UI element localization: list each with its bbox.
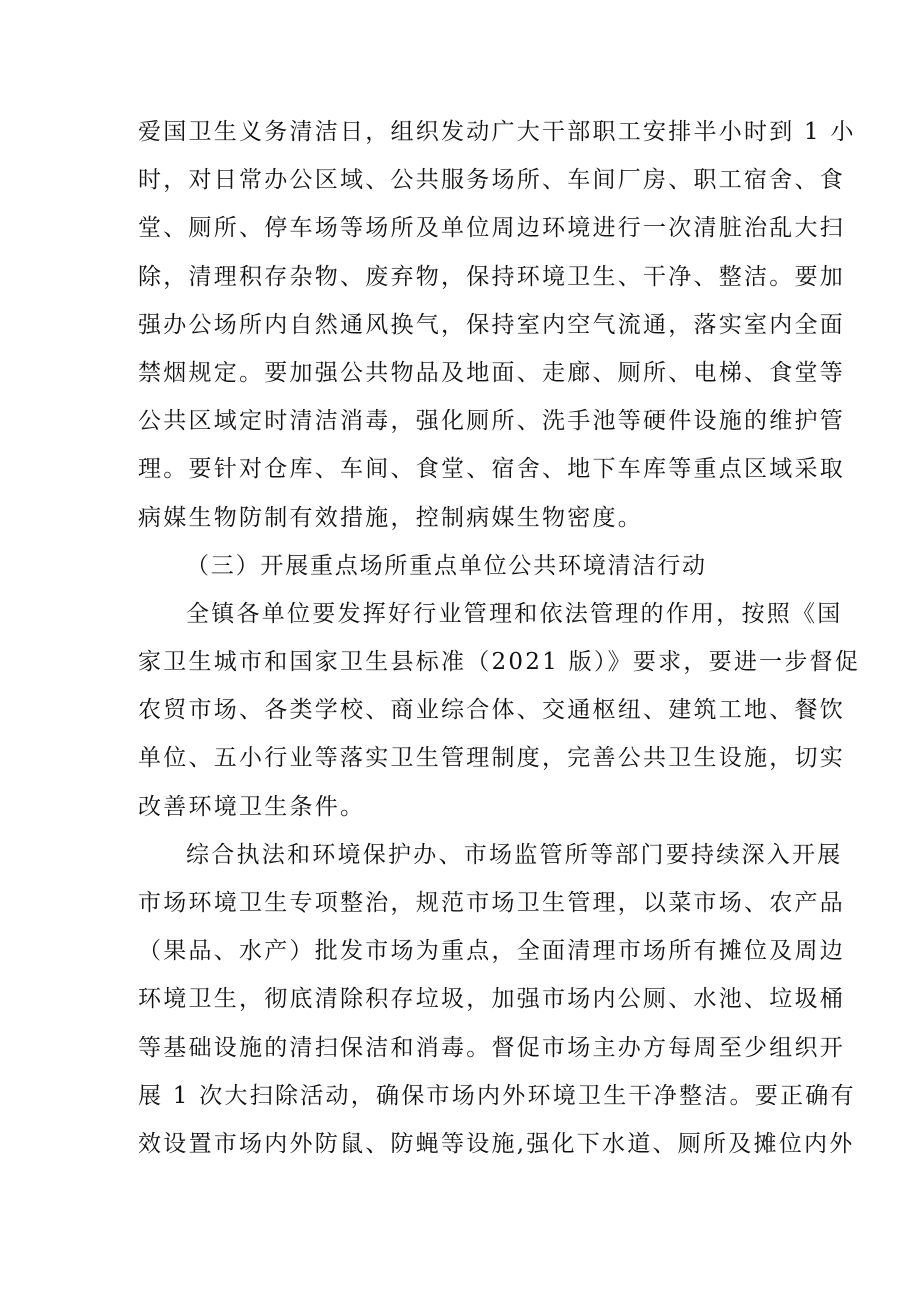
text-line-5: 强办公场所内自然通风换气，保持室内空气流通，落实室内全面 — [138, 311, 845, 338]
text-line-19: 环境卫生，彻底清除积存垃圾，加强市场内公厕、水池、垃圾桶 — [138, 986, 845, 1013]
paragraph-start-line-11: 全镇各单位要发挥好行业管理和依法管理的作用，按照《国 — [186, 600, 843, 627]
text-line-1: 爱国卫生义务清洁日，组织发动广大干部职工安排半小时到 1 小 — [138, 119, 856, 145]
text-line-14: 单位、五小行业等落实卫生管理制度，完善公共卫生设施，切实 — [138, 745, 845, 772]
text-line-18: （果品、水产）批发市场为重点，全面清理市场所有摊位及周边 — [138, 938, 845, 965]
text-line-3: 堂、厕所、停车场等场所及单位周边环境进行一次清脏治乱大扫 — [138, 215, 845, 242]
text-line-13: 农贸市场、各类学校、商业综合体、交通枢纽、建筑工地、餐饮 — [138, 697, 845, 724]
text-line-7: 公共区域定时清洁消毒，强化厕所、洗手池等硬件设施的维护管 — [138, 408, 845, 435]
text-line-21: 展 1 次大扫除活动，确保市场内外环境卫生干净整洁。要正确有 — [138, 1082, 856, 1109]
text-line-20: 等基础设施的清扫保洁和消毒。督促市场主办方每周至少组织开 — [138, 1034, 845, 1061]
text-line-4: 除，清理积存杂物、废弃物，保持环境卫生、干净、整洁。要加 — [138, 263, 845, 290]
text-line-17: 市场环境卫生专项整治，规范市场卫生管理，以菜市场、农产品 — [138, 890, 845, 916]
document-body — [138, 108, 861, 1168]
text-line-8: 理。要针对仓库、车间、食堂、宿舍、地下车库等重点区域采取 — [138, 456, 845, 483]
text-line-15: 改善环境卫生条件。 — [138, 793, 366, 820]
text-line-22: 效设置市场内外防鼠、防蝇等设施,强化下水道、厕所及摊位内外 — [138, 1130, 855, 1157]
paragraph-start-line-16: 综合执法和环境保护办、市场监管所等部门要持续深入开展 — [186, 841, 843, 868]
section-heading: （三）开展重点场所重点单位公共环境清洁行动 — [186, 552, 707, 579]
text-line-9: 病媒生物防制有效措施，控制病媒生物密度。 — [138, 504, 643, 531]
text-line-12: 家卫生城市和国家卫生县标准（2021 版）》要求，要进一步督促 — [138, 649, 861, 676]
text-line-6: 禁烟规定。要加强公共物品及地面、走廊、厕所、电梯、食堂等 — [138, 359, 845, 386]
text-line-2: 时，对日常办公区域、公共服务场所、车间厂房、职工宿舍、食 — [138, 167, 845, 194]
